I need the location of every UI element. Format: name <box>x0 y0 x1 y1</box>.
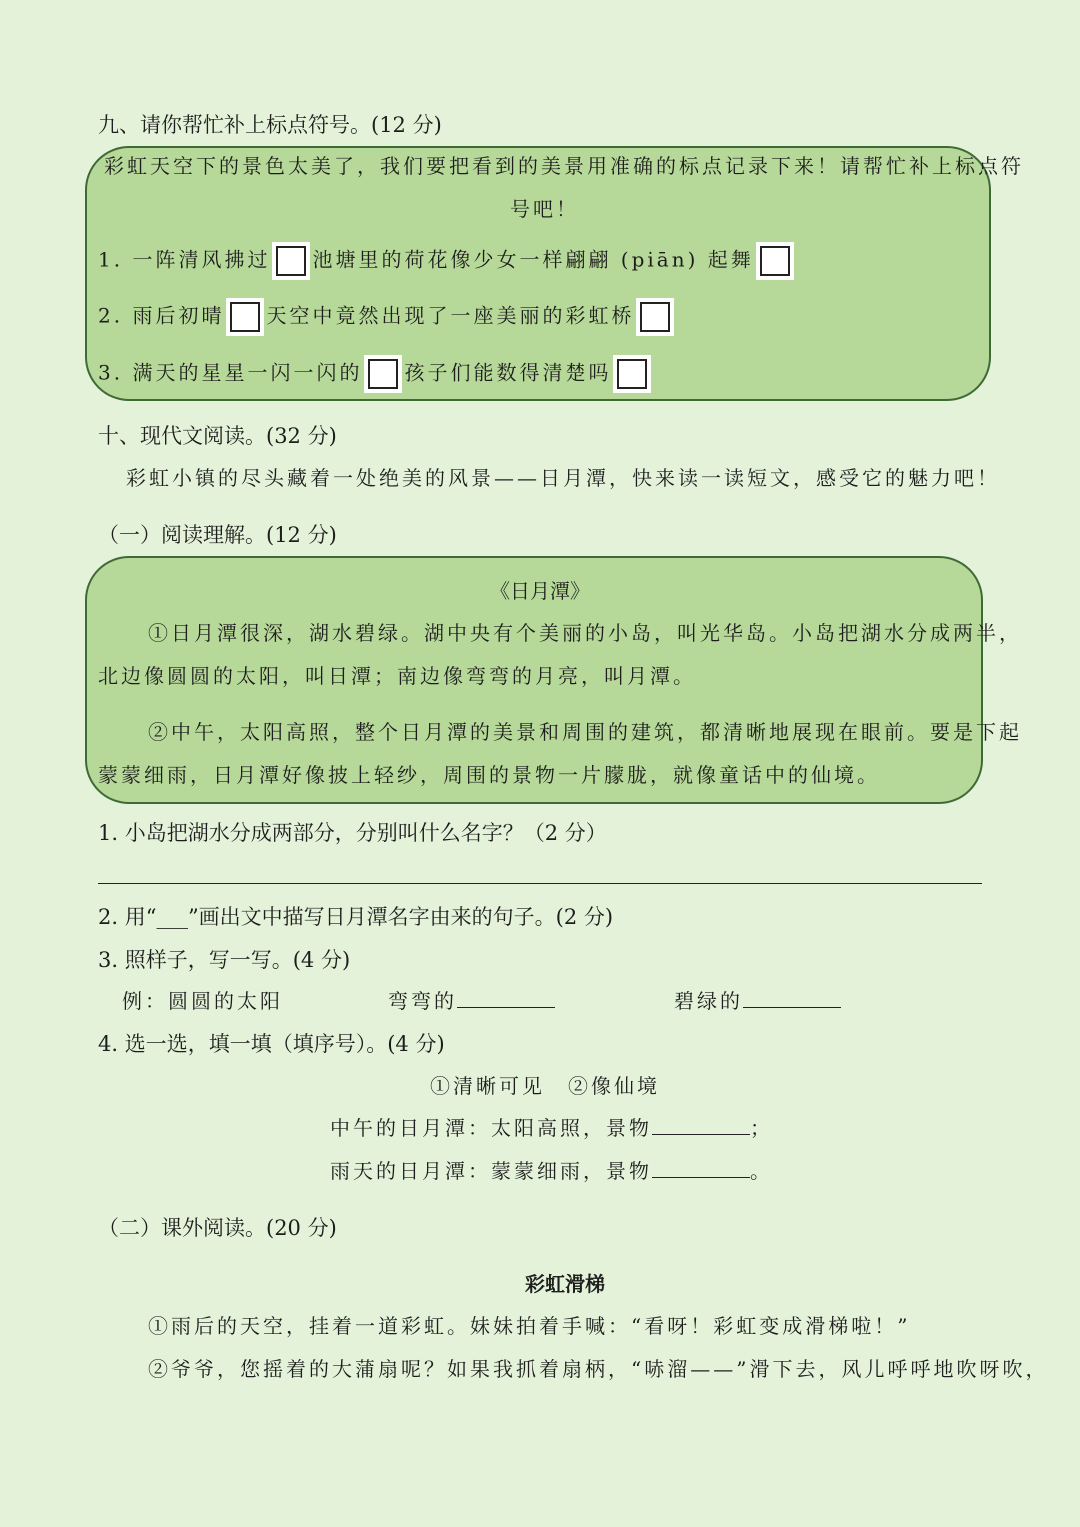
passage2-title: 彩虹滑梯 <box>525 1272 605 1296</box>
section10-intro: 彩虹小镇的尽头藏着一处绝美的风景——日月潭，快来读一读短文，感受它的魅力吧！ <box>126 466 1000 490</box>
q3-example: 例：圆圆的太阳 <box>122 989 283 1013</box>
passage-p2-line2: 蒙蒙细雨，日月潭好像披上轻纱，周围的景物一片朦胧，就像童话中的仙境。 <box>98 763 880 787</box>
section10-title: 十、现代文阅读。(32 分) <box>98 424 337 448</box>
q4-line-2-blank[interactable] <box>652 1177 750 1178</box>
q4-line-1-text: 中午的日月潭：太阳高照，景物 <box>330 1116 652 1140</box>
q2-answer-box-1[interactable] <box>230 302 260 332</box>
q3-answer-box-2[interactable] <box>617 359 647 389</box>
q3-item-1-blank[interactable] <box>457 1007 555 1008</box>
q3-item-2 <box>674 989 841 1013</box>
reading-question-2: 2. 用“___”画出文中描写日月潭名字由来的句子。(2 分) <box>98 905 614 929</box>
part1-title: （一）阅读理解。(12 分) <box>98 523 337 547</box>
reading-question-4: 4. 选一选，填一填（填序号）。(4 分) <box>98 1032 445 1056</box>
reading-question-1: 1. 小岛把湖水分成两部分，分别叫什么名字？（2 分） <box>98 821 607 845</box>
section9-intro-line1: 彩虹天空下的景色太美了，我们要把看到的美景用准确的标点记录下来！请帮忙补上标点符 <box>104 154 1024 178</box>
q3-text-part1: 3. 满天的星星一闪一闪的 <box>98 360 363 385</box>
q2-answer-box-2[interactable] <box>640 302 670 332</box>
q2-text-part1: 2. 雨后初晴 <box>98 303 225 328</box>
punctuation-question-3 <box>98 359 653 389</box>
q3-item-1 <box>388 989 555 1013</box>
q2-text-part2: 天空中竟然出现了一座美丽的彩虹桥 <box>266 303 635 328</box>
passage2-p1: ①雨后的天空，挂着一道彩虹。妹妹拍着手喊：“看呀！彩虹变成滑梯啦！” <box>148 1314 911 1338</box>
q4-line-2-end: 。 <box>750 1159 773 1183</box>
reading-question-3: 3. 照样子，写一写。(4 分) <box>98 948 351 972</box>
q4-line-2-text: 雨天的日月潭：蒙蒙细雨，景物 <box>330 1159 652 1183</box>
section9-title: 九、请你帮忙补上标点符号。(12 分) <box>98 113 442 137</box>
q3-item-2-label: 碧绿的 <box>674 989 743 1013</box>
q1-text-part2: 池塘里的荷花像少女一样翩翩 (piān) 起舞 <box>312 247 754 272</box>
q3-answer-box-1[interactable] <box>368 359 398 389</box>
q3-item-1-label: 弯弯的 <box>388 989 457 1013</box>
punctuation-question-1 <box>98 246 796 276</box>
q4-line-1-blank[interactable] <box>652 1134 750 1135</box>
q1-text-part1: 1. 一阵清风拂过 <box>98 247 271 272</box>
passage-p2-line1: ②中午，太阳高照，整个日月潭的美景和周围的建筑，都清晰地展现在眼前。要是下起 <box>148 720 1022 744</box>
section9-intro-line2: 号吧！ <box>510 197 579 221</box>
part2-title: （二）课外阅读。(20 分) <box>98 1216 337 1240</box>
passage2-p2: ②爷爷，您摇着的大蒲扇呢？如果我抓着扇柄，“哧溜——”滑下去，风儿呼呼地吹呀吹， <box>148 1357 1049 1381</box>
q1-answer-line[interactable] <box>98 883 982 884</box>
q4-options: ①清晰可见 ②像仙境 <box>430 1074 660 1098</box>
passage-p1-line2: 北边像圆圆的太阳，叫日潭；南边像弯弯的月亮，叫月潭。 <box>98 664 696 688</box>
q4-line-1-end: ； <box>750 1116 773 1140</box>
q3-item-2-blank[interactable] <box>743 1007 841 1008</box>
q4-line-1 <box>330 1116 773 1140</box>
q3-text-part2: 孩子们能数得清楚吗 <box>404 360 612 385</box>
passage-p1-line1: ①日月潭很深，湖水碧绿。湖中央有个美丽的小岛，叫光华岛。小岛把湖水分成两半， <box>148 621 1022 645</box>
q1-answer-box-1[interactable] <box>276 246 306 276</box>
passage-title: 《日月潭》 <box>490 579 590 603</box>
q1-answer-box-2[interactable] <box>760 246 790 276</box>
q4-line-2 <box>330 1159 773 1183</box>
punctuation-question-2 <box>98 302 676 332</box>
